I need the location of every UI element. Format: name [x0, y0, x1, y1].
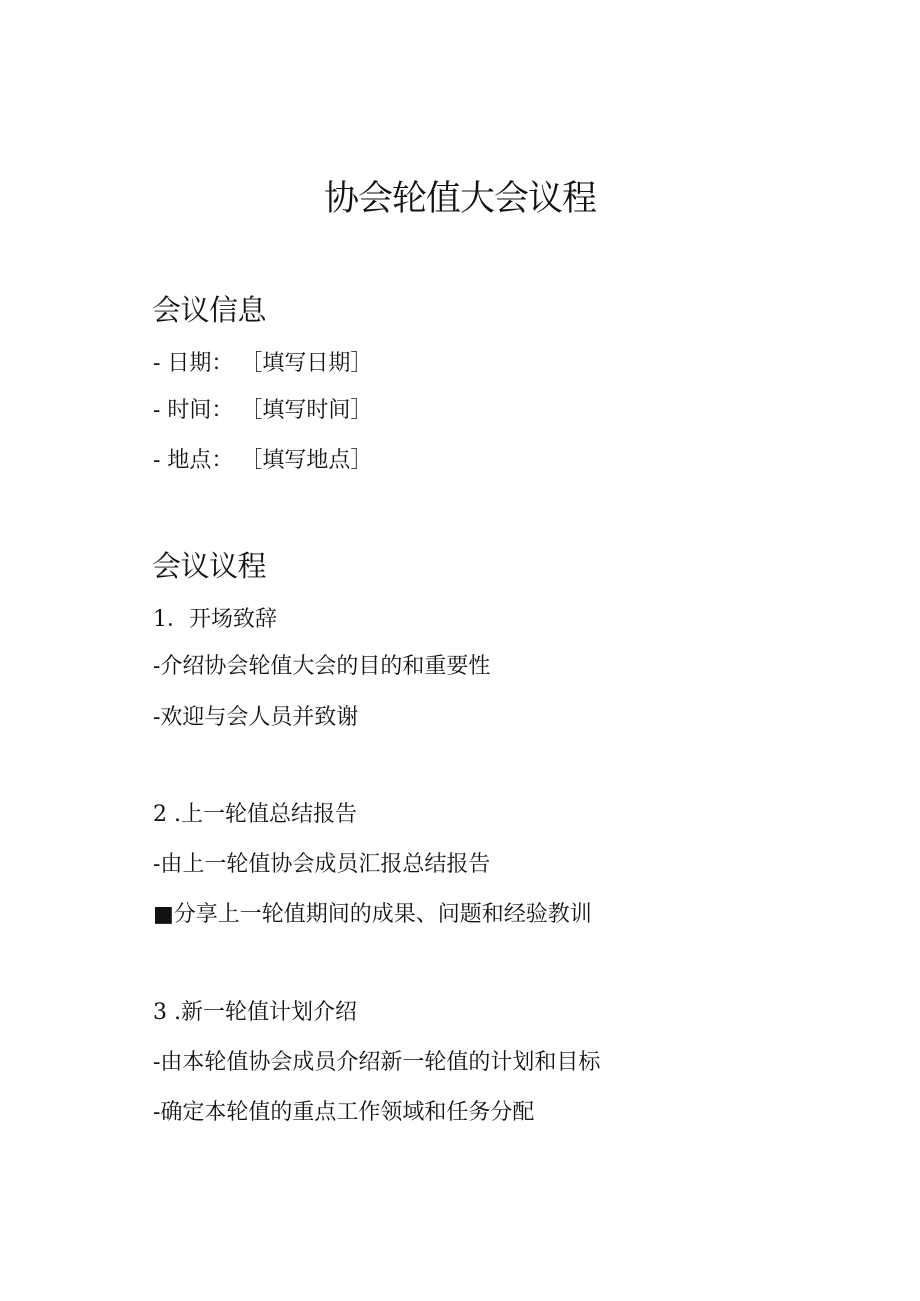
- agenda-item-line: -由本轮值协会成员介绍新一轮值的计划和目标: [153, 1050, 601, 1075]
- info-line-date: - 日期： ［填写日期］: [153, 351, 373, 376]
- agenda-item-title: 3 .新一轮值计划介绍: [153, 1000, 357, 1025]
- section-heading-agenda: 会议议程: [152, 549, 267, 583]
- agenda-item-line: ■分享上一轮值期间的成果、问题和经验教训: [153, 902, 592, 927]
- agenda-item-title: 1．开场致辞: [153, 607, 277, 632]
- agenda-item-line: -由上一轮值协会成员汇报总结报告: [153, 852, 491, 877]
- section-heading-meeting-info: 会议信息: [152, 293, 267, 327]
- page-title: 协会轮值大会议程: [323, 179, 596, 219]
- info-line-location: - 地点： ［填写地点］: [153, 448, 373, 473]
- info-line-time: - 时间： ［填写时间］: [153, 398, 373, 423]
- agenda-item-title: 2 .上一轮值总结报告: [153, 802, 357, 827]
- agenda-item-line: -欢迎与会人员并致谢: [153, 705, 359, 730]
- agenda-item-line: -介绍协会轮值大会的目的和重要性: [153, 654, 491, 679]
- agenda-item-line: -确定本轮值的重点工作领域和任务分配: [153, 1100, 535, 1125]
